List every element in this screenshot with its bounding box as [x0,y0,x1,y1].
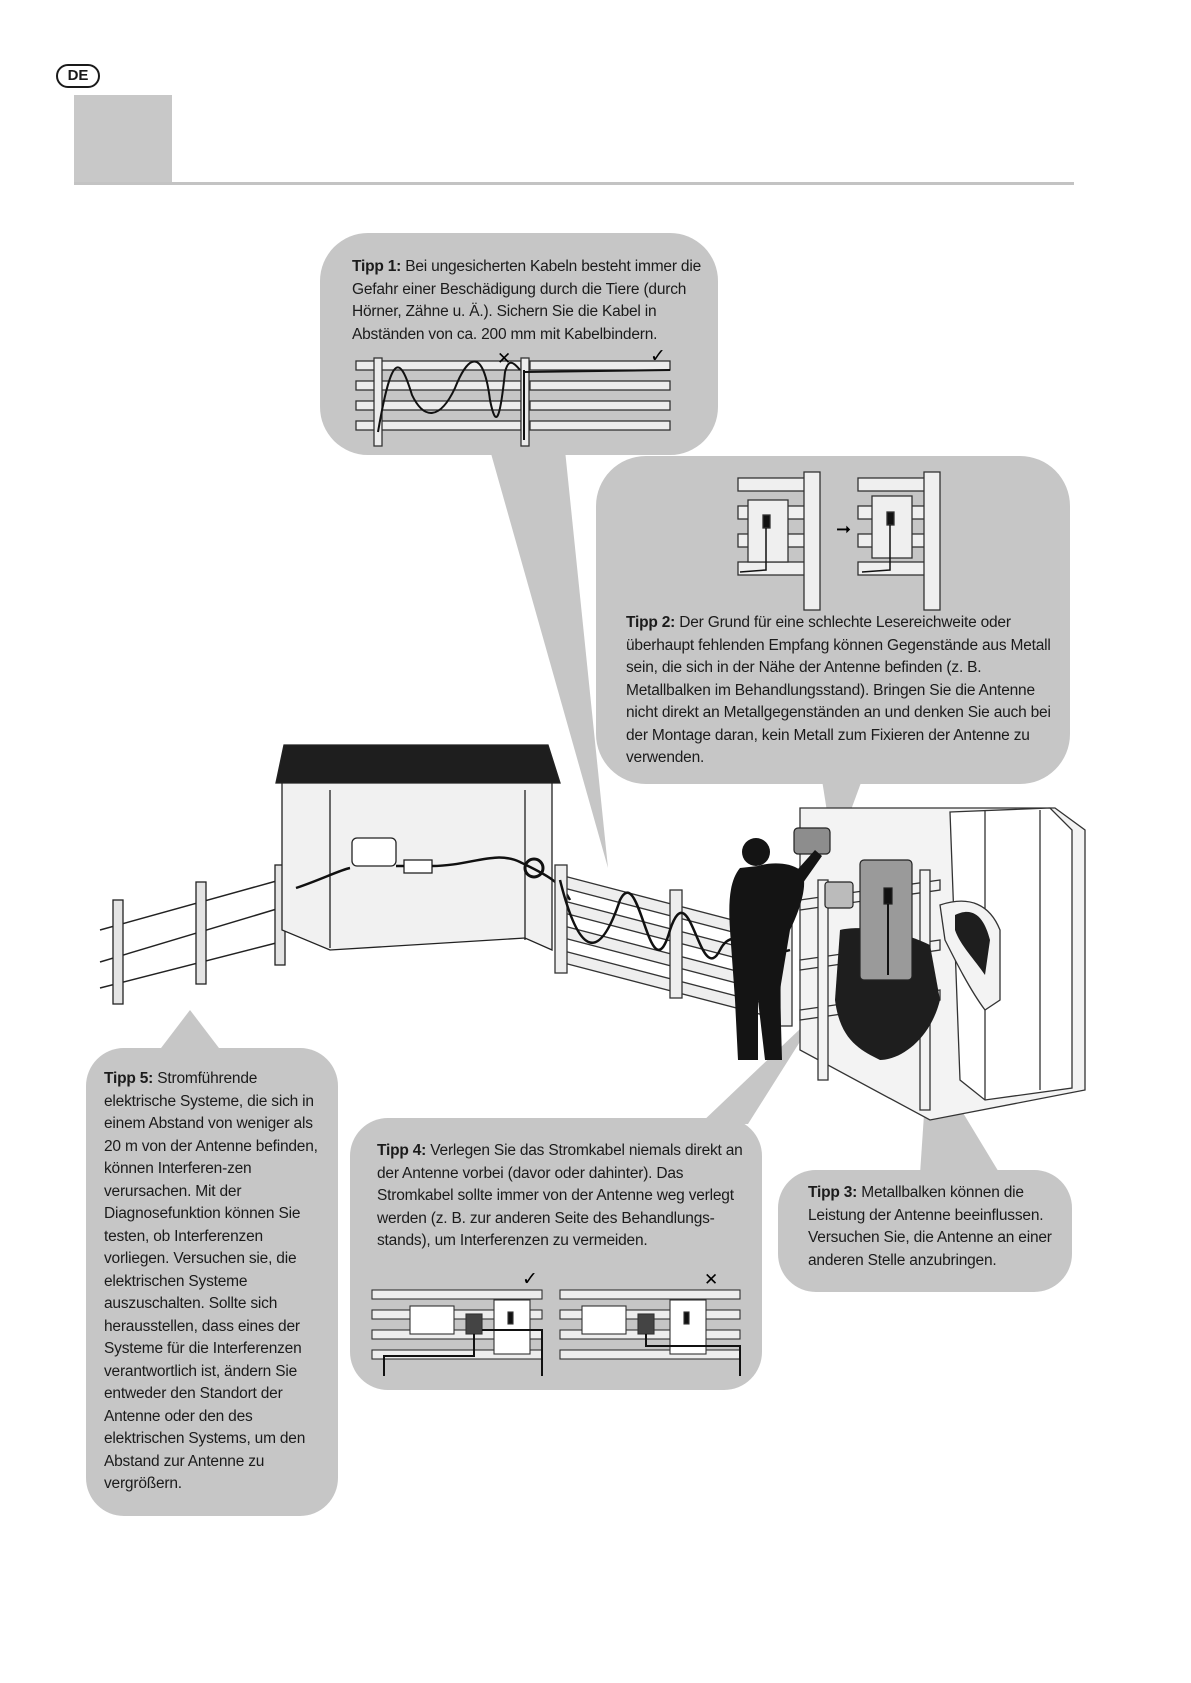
language-badge: DE [56,64,100,88]
tip3-text [808,1182,1070,1272]
tip1-wrong-mark: ✕ [497,349,512,369]
tip5-text [104,1068,329,1496]
tip4-body: Verlegen Sie das Stromkabel niemals direkt an der Antenne vorbei (davor oder dahinter). Das Stromkabel sollte immer von der Antenne weg verlegt werden (z. B. zur anderen Seite des Behandlungs-stands), um Interferenzen zu vermeiden. [377,1142,743,1249]
tip1-body: Bei ungesicherten Kabeln besteht immer die Gefahr einer Beschädigung durch die Tiere (durch Hörner, Zähne u. Ä.). Sichern Sie die Kabel in Abständen von ca. 200 mm mit Kabelbindern. [352,258,701,343]
shed [276,745,570,950]
tip3-body: Metallbalken können die Leistung der Antenne beeinflussen. Versuchen Sie, die Antenne an einer anderen Stelle anzubringen. [808,1184,1052,1269]
tip2-label: Tipp 2: [626,614,676,631]
tip4-label: Tipp 4: [377,1142,427,1159]
tip2-arrow: ➞ [836,519,852,540]
tip5-label: Tipp 5: [104,1070,154,1087]
tip1-text [352,256,704,346]
tip4-text [377,1140,749,1253]
tip4-right-mark: ✓ [522,1268,538,1290]
tip5-body: Stromführende elektrische Systeme, die sich in einem Abstand von weniger als 20 m von der Antenne befinden, können Interferen-zen verursachen. Mit der Diagnosefunktion können Sie testen, ob Interferenzen vorliegen. Versuchen sie, die elektrischen Systeme auszuschalten. Sollte sich herausstellen, dass eines der Systeme für die Interferenzen verantwortlich ist, ändern Sie entweder den Standort der Antenne oder den des elektrischen Systems, um den Abstand zur Antenne zu vergrößern. [104,1070,318,1492]
tip4-wrong-mark: ✕ [704,1270,719,1290]
tip3-label: Tipp 3: [808,1184,858,1201]
tip1-label: Tipp 1: [352,258,402,275]
antenna-panel [860,860,912,980]
tip2-body: Der Grund für eine schlechte Lesereichweite oder überhaupt fehlenden Empfang können Gegenstände aus Metall sein, die sich in der Nähe der Antenne befinden (z. B. Metallbalken im Behandlungsstand). Bringen Sie die Antenne nicht direkt an Metallgegenständen an und denken Sie auch bei der Montage daran, kein Metall zum Fixieren der Antenne zu verwenden. [626,614,1051,766]
tip2-text [626,612,1058,770]
tip1-right-mark: ✓ [650,345,666,367]
